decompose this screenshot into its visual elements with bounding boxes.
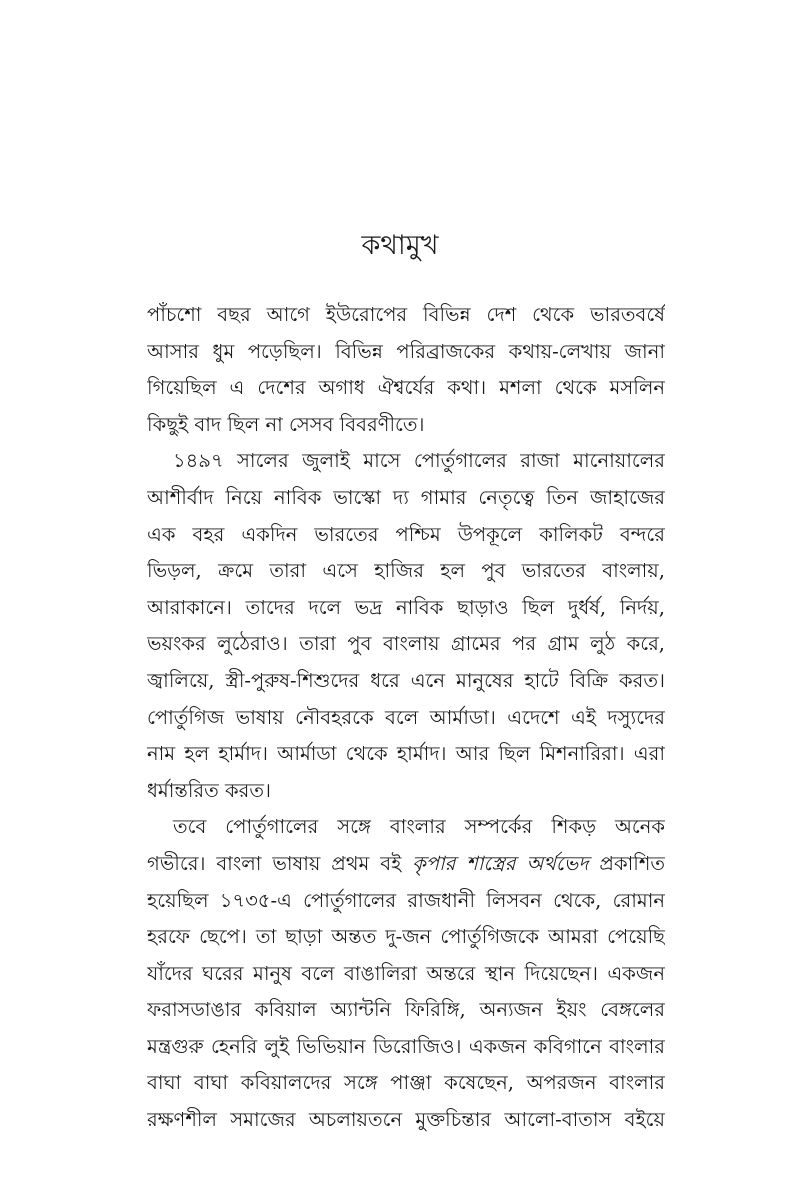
text-line: হরফে ছেপে। তা ছাড়া অন্তত দু-জন পোর্তুগিজকে আমরা পেয়েছি [147, 925, 665, 949]
text-line: ধর্মান্তরিত করত। [147, 778, 271, 802]
text-fragment: প্রকাশিত [599, 851, 665, 875]
text-line: আরাকানে। তাদের দলে ভদ্র নাবিক ছাড়াও ছিল দুর্ধর্ষ, নির্দয়, [147, 595, 665, 619]
text-line: তবে পোর্তুগালের সঙ্গে বাংলার সম্পর্কের শিকড় অনেক [173, 815, 665, 839]
text-line: ভয়ংকর লুঠেরাও। তারা পুব বাংলায় গ্রামের পর গ্রাম লুঠ করে, [147, 632, 665, 656]
text-line: পাঁচশো বছর আগে ইউরোপের বিভিন্ন দেশ থেকে ভারতবর্ষে [147, 303, 665, 326]
book-title-italic: কৃপার শাস্ত্রের অর্থভেদ [412, 851, 589, 875]
text-line: নাম হল হার্মাদ। আর্মাডা থেকে হার্মাদ। আর ছিল মিশনারিরা। এরা [147, 742, 665, 766]
text-line: বাঘা বাঘা কবিয়ালদের সঙ্গে পাঞ্জা কষেছেন, অপরজন বাংলার [147, 1071, 665, 1095]
text-line: এক বহর একদিন ভারতের পশ্চিম উপকূলে কালিকট বন্দরে [147, 522, 665, 546]
text-line: কিছুই বাদ ছিল না সেসব বিবরণীতে। [147, 412, 425, 436]
text-line: জ্বালিয়ে, স্ত্রী-পুরুষ-শিশুদের ধরে এনে মানুষের হাটে বিক্রি করত। [147, 668, 665, 692]
chapter-title: কথামুখ [361, 230, 439, 261]
text-line: গিয়েছিল এ দেশের অগাধ ঐশ্বর্যের কথা। মশলা থেকে মসলিন [147, 376, 665, 400]
body-text [147, 297, 665, 1139]
text-line: হয়েছিল ১৭৩৫-এ পোর্তুগালের রাজধানী লিসবন থেকে, রোমান [147, 888, 665, 912]
text-line: ভিড়ল, ক্রমে তারা এসে হাজির হল পুব ভারতের বাংলায়, [147, 559, 665, 583]
text-line: পোর্তুগিজ ভাষায় নৌবহরকে বলে আর্মাডা। এদেশে এই দস্যুদের [147, 705, 665, 729]
text-line: ফরাসডাঙার কবিয়াল অ্যান্টনি ফিরিঙ্গি, অন্যজন ইয়ং বেঙ্গলের [147, 998, 665, 1022]
text-line: মন্ত্রগুরু হেনরি লুই ভিভিয়ান ডিরোজিও। একজন কবিগানে বাংলার [147, 1034, 665, 1058]
text-line: যাঁদের ঘরের মানুষ বলে বাঙালিরা অন্তরে স্থান দিয়েছেন। একজন [147, 961, 665, 985]
text-line-with-book-title [147, 846, 665, 883]
text-line: ১৪৯৭ সালের জুলাই মাসে পোর্তুগালের রাজা মানোয়ালের [173, 449, 665, 473]
text-line: রক্ষণশীল সমাজের অচলায়তনে মুক্তচিন্তার আলো-বাতাস বইয়ে [147, 1108, 665, 1132]
text-line: আশীর্বাদ নিয়ে নাবিক ভাস্কো দ্য গামার নেতৃত্বে তিন জাহাজের [147, 485, 665, 509]
text-fragment: গভীরে। বাংলা ভাষায় প্রথম বই [147, 851, 402, 875]
text-line: আসার ধুম পড়েছিল। বিভিন্ন পরিব্রাজকের কথায়-লেখায় জানা [147, 339, 665, 363]
